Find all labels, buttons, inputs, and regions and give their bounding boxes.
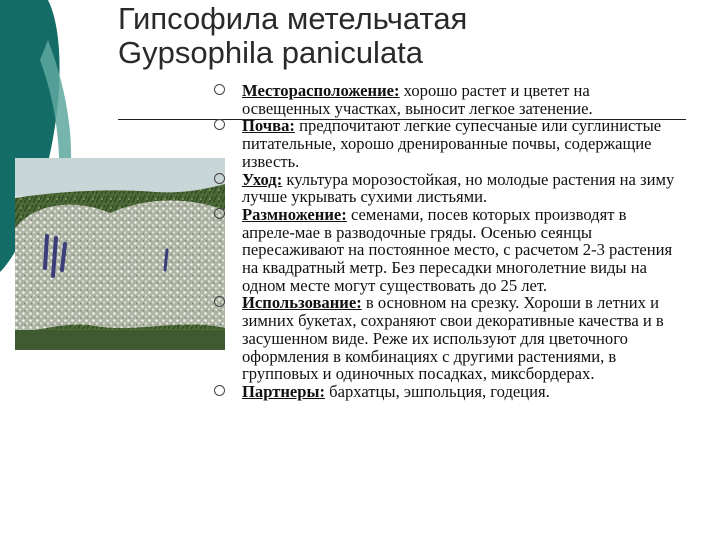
circle-bullet-icon [214,119,225,130]
bullet-location [212,82,682,117]
bullet-text: культура морозостойкая, но молодые растения на зиму лучше укрывать сухими листьями. [242,169,675,207]
title-latin: Gypsophila paniculata [118,35,424,70]
bullet-term: Месторасположение: [242,81,400,100]
bullet-text: семенами, посев которых производят в апреле-мае в разводочные гряды. Осенью сеянцы пересаживают на постоянное место, с расчетом 2-3 растения на квадратный метр. Без пересадки многолетние виды на одном месте могут существовать до 25 лет. [242,204,673,295]
bullet-partners [212,383,682,401]
circle-bullet-icon [214,208,225,219]
title-russian: Гипсофила метельчатая [118,1,468,36]
bullet-soil [212,117,682,170]
circle-bullet-icon [214,84,225,95]
bullet-term: Партнеры: [242,381,326,401]
bullet-term: Использование: [242,293,362,313]
bullet-text: предпочитают легкие супесчаные или суглинистые питательные, хорошо дренированные почвы, содержащие известь. [242,116,662,171]
circle-bullet-icon [214,173,225,184]
bullet-usage [212,294,682,383]
bullet-text: хорошо растет и цветет на освещенных участках, выносит легкое затенение. [242,81,593,118]
bullet-care [212,171,682,206]
page-title [118,2,467,70]
bullet-term: Почва: [242,116,295,136]
bullet-text: бархатцы, эшпольция, годеция. [325,381,550,401]
bullet-text: в основном на срезку. Хороши в летних и зимних букетах, сохраняют свои декоративные качества и в засушенном виде. Реже их используют для цветочного оформления в комбинациях с другими растениями, в групповых и одиночных посадках, миксбордерах. [242,293,664,384]
info-bullet-list [212,82,682,401]
bullet-term: Размножение: [242,204,347,224]
gypsophila-photo [15,158,225,350]
circle-bullet-icon [214,385,225,396]
circle-bullet-icon [214,296,225,307]
bullet-propagation [212,206,682,295]
bullet-term: Уход: [242,169,283,189]
